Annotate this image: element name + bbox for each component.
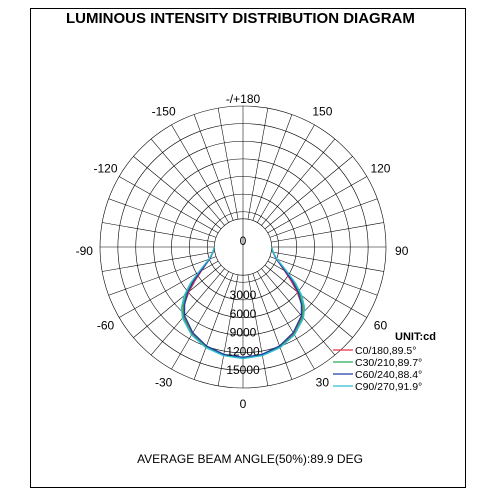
grid-spoke [109, 257, 217, 296]
angle-label: -/+180 [225, 92, 261, 106]
legend-entry: C60/240,88.4° [355, 369, 423, 381]
grid-spoke [102, 252, 215, 272]
grid-spoke [248, 108, 268, 219]
angle-label: 30 [315, 375, 330, 390]
grid-spoke [253, 115, 292, 221]
radial-tick-label: 6000 [229, 306, 257, 321]
radial-tick-label: 12000 [226, 344, 260, 359]
angle-label: 150 [312, 104, 333, 119]
radial-tick-label: 9000 [229, 325, 257, 340]
angle-label: 0 [239, 397, 247, 411]
grid-spoke [271, 252, 384, 272]
radial-tick-label: 3000 [229, 288, 257, 302]
legend-entry: C90/270,91.9° [355, 381, 423, 393]
angle-label: -60 [96, 318, 115, 333]
grid-spoke [119, 261, 218, 317]
legend [333, 331, 436, 393]
grid-spoke [119, 177, 218, 233]
grid-spoke [218, 108, 238, 219]
grid-spoke [257, 125, 314, 223]
grid-spoke [270, 257, 378, 296]
angle-label: -150 [151, 104, 176, 119]
beam-angle-note: AVERAGE BEAM ANGLE(50%):89.9 DEG [137, 452, 363, 466]
grid-spoke [194, 115, 233, 221]
legend-entry: C0/180,89.5° [355, 345, 417, 357]
angle-label: -30 [154, 375, 173, 390]
legend-unit: UNIT:cd [395, 331, 436, 343]
grid-spoke [109, 199, 217, 238]
radial-tick-label: 15000 [226, 363, 260, 378]
angle-label: 90 [395, 244, 409, 258]
legend-entry: C30/210,89.7° [355, 357, 423, 369]
grid-spoke [268, 261, 367, 317]
angle-label: 60 [373, 318, 388, 333]
angle-label: -90 [75, 244, 93, 258]
angle-label: -120 [93, 161, 118, 176]
angle-label: 120 [370, 161, 391, 176]
grid-spoke [271, 223, 384, 243]
grid-spoke [270, 199, 378, 238]
grid-spoke [268, 177, 367, 233]
grid-spoke [102, 223, 215, 243]
chart-title: LUMINOUS INTENSITY DISTRIBUTION DIAGRAM [66, 10, 415, 27]
radial-tick-label: 0 [239, 234, 247, 248]
grid-spoke [172, 125, 229, 223]
